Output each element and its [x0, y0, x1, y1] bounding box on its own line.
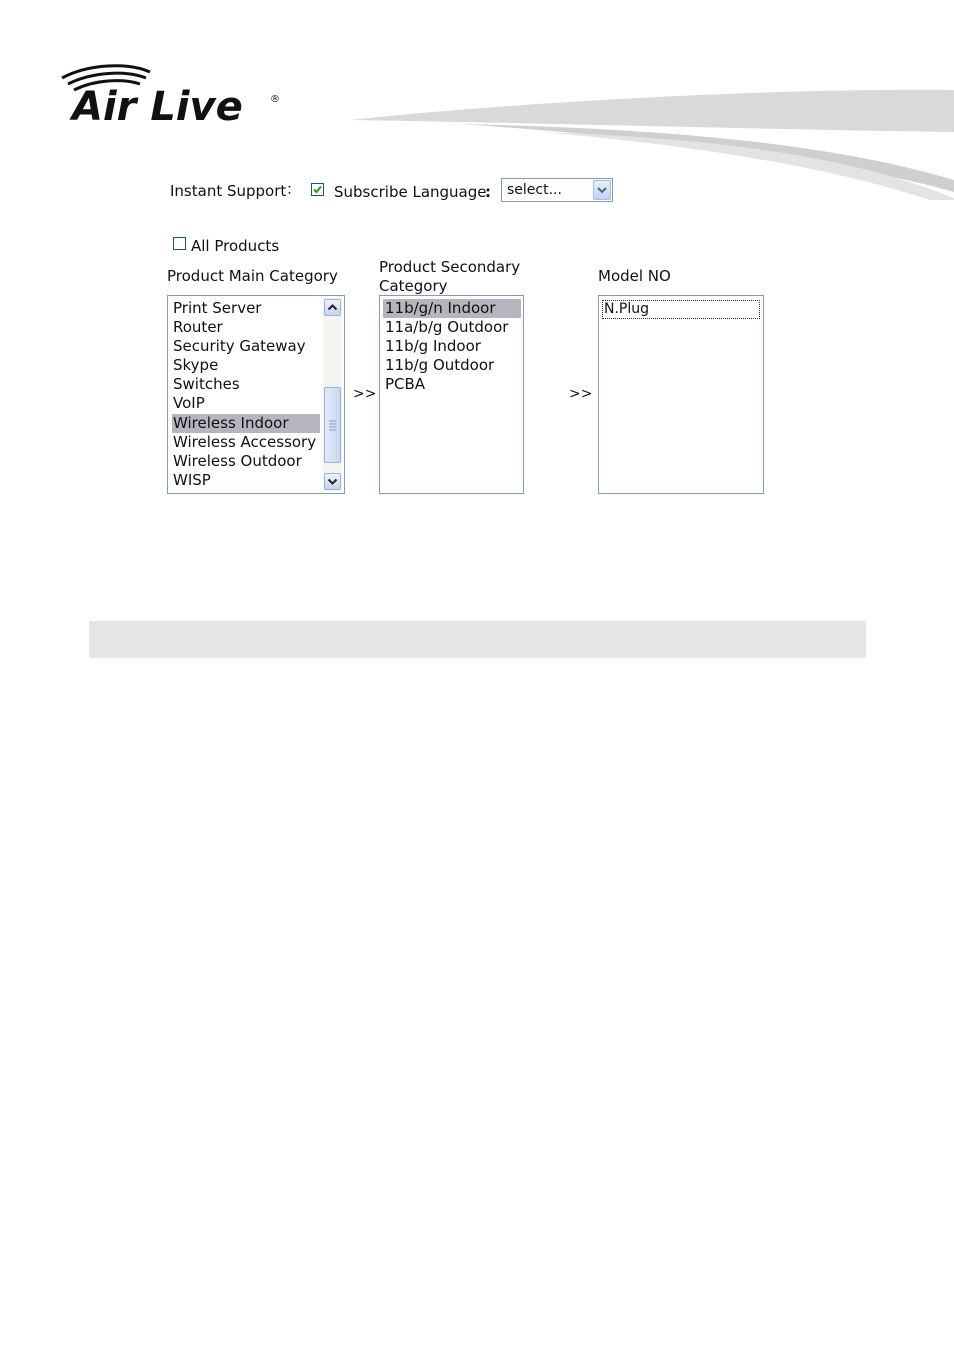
instant-support-separator: ：	[286, 180, 302, 198]
arrow-to-secondary: >>	[353, 386, 377, 402]
list-item-focused[interactable]: N.Plug	[602, 300, 760, 319]
secondary-category-label-line1: Product Secondary	[379, 258, 521, 276]
list-item[interactable]: Print Server	[173, 299, 262, 317]
main-category-scrollbar[interactable]	[323, 298, 342, 491]
list-item[interactable]: PCBA	[385, 375, 426, 393]
instant-support-label: Instant Support	[170, 182, 287, 200]
scroll-down-button[interactable]	[324, 473, 341, 490]
airlive-logo	[58, 60, 288, 126]
model-listbox[interactable]	[598, 295, 764, 494]
list-item[interactable]: WISP	[173, 471, 211, 489]
all-products-label: All Products	[191, 237, 280, 255]
registered-mark: ®	[270, 94, 280, 105]
list-item[interactable]: 11a/b/g Outdoor	[385, 318, 509, 336]
section-divider-bar	[89, 621, 866, 658]
language-select[interactable]	[501, 178, 613, 202]
header-swoosh-decoration	[340, 80, 954, 200]
check-icon	[312, 184, 323, 195]
list-item[interactable]: 11b/g Indoor	[385, 337, 481, 355]
list-item[interactable]: VoIP	[173, 394, 205, 412]
chevron-down-icon	[325, 474, 340, 489]
subscribe-language-label: Subscribe Language	[334, 183, 487, 201]
grip-icon	[325, 388, 340, 462]
logo-text: Air Live	[72, 84, 243, 126]
list-item[interactable]: Wireless Accessory	[173, 433, 317, 451]
secondary-category-listbox[interactable]	[379, 295, 524, 494]
chevron-up-icon	[325, 300, 340, 315]
list-item-selected[interactable]: Wireless Indoor	[172, 414, 320, 433]
all-products-checkbox[interactable]	[173, 237, 186, 250]
main-category-label: Product Main Category	[167, 267, 338, 285]
list-item[interactable]: 11b/g Outdoor	[385, 356, 495, 374]
main-category-listbox[interactable]	[167, 295, 345, 494]
arrow-to-model: >>	[569, 386, 593, 402]
list-item[interactable]: Switches	[173, 375, 240, 393]
list-item-selected[interactable]: 11b/g/n Indoor	[383, 299, 521, 318]
chevron-down-icon	[594, 181, 610, 199]
model-label: Model NO	[598, 267, 671, 285]
subscribe-checkbox[interactable]	[311, 183, 324, 196]
list-item[interactable]: Skype	[173, 356, 219, 374]
scroll-thumb[interactable]	[324, 387, 341, 463]
language-dropdown-button[interactable]	[593, 180, 611, 200]
list-item[interactable]: Wireless Outdoor	[173, 452, 302, 470]
secondary-category-label-line2: Category	[379, 277, 448, 295]
language-select-value: select...	[507, 182, 562, 198]
list-item[interactable]: Router	[173, 318, 223, 336]
subscribe-language-separator: :	[485, 183, 491, 201]
scroll-up-button[interactable]	[324, 299, 341, 316]
list-item[interactable]: Security Gateway	[173, 337, 306, 355]
